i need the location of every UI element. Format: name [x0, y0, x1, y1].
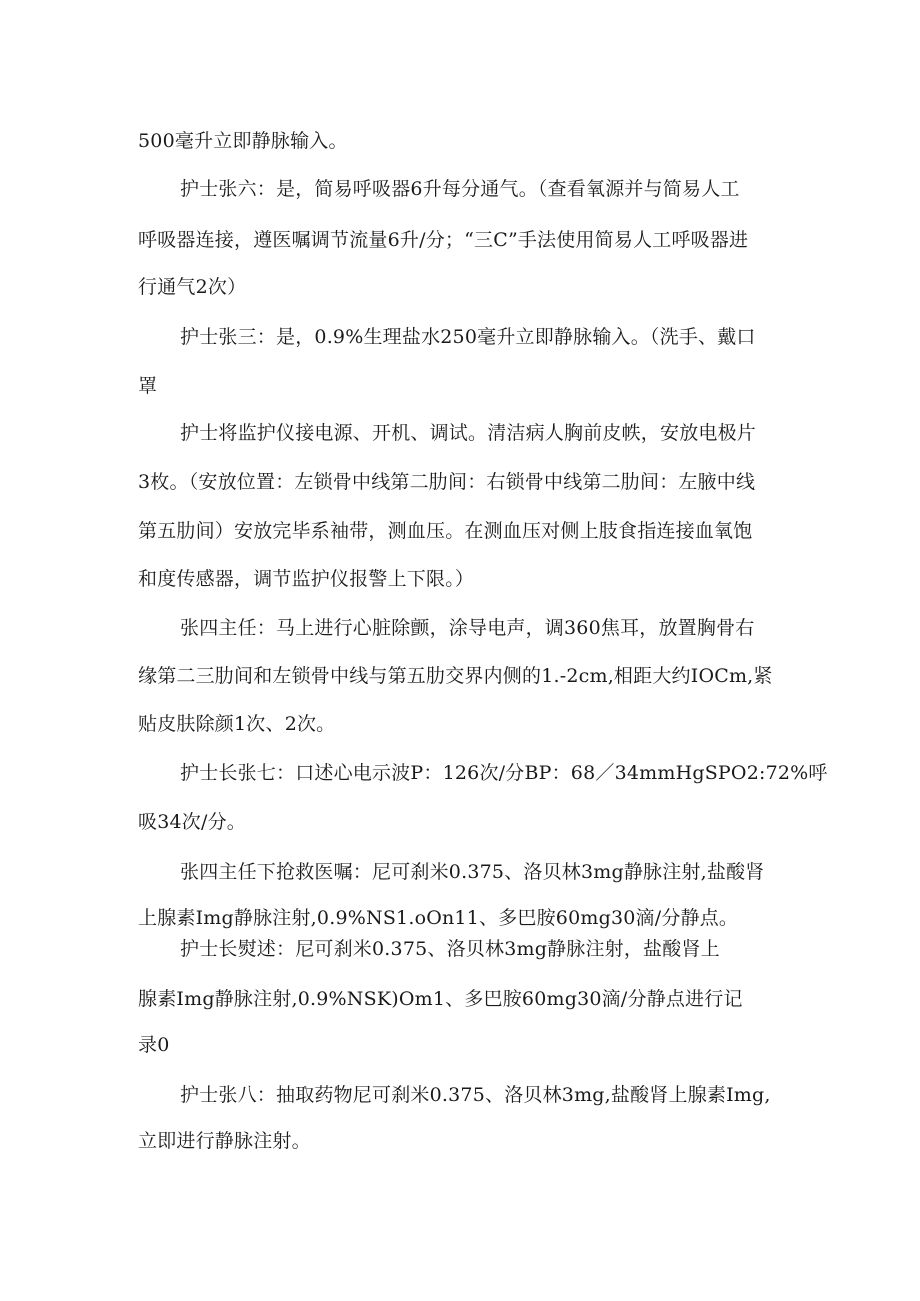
text-line: 缘第二三肋间和左锁骨中线与第五肋交界内侧的1.-2cm,相距大约IOCm,紧 — [138, 665, 773, 687]
text-line: 和度传感器，调节监护仪报警上下限。） — [138, 568, 475, 590]
text-line: 护士将监护仪接电源、开机、调试。清洁病人胸前皮帙，安放电极片 — [180, 422, 757, 444]
text-line: 张四主任：马上进行心脏除颤，涂导电声，调360焦耳，放置胸骨右 — [180, 617, 755, 639]
text-line: 立即进行静脉注射。 — [138, 1130, 311, 1152]
text-line: 贴皮肤除颜1次、2次。 — [138, 713, 336, 735]
text-line: 行通气2次） — [138, 276, 247, 298]
text-line: 腺素Img静脉注射,0.9%NSK)Om1、多巴胺60mg30滴/分静点进行记 — [138, 988, 743, 1010]
text-line: 护士长熨述：尼可刹米0.375、洛贝林3mg静脉注射，盐酸肾上 — [180, 938, 720, 960]
text-line: 上腺素Img静脉注射,0.9%NS1.oOn11、多巴胺60mg30滴/分静点。 — [138, 907, 739, 929]
text-line: 护士长张七：口述心电示波P：126次/分BP：68／34mmHgSPO2:72%呼 — [180, 762, 828, 784]
text-line: 护士张三：是，0.9%生理盐水250毫升立即静脉输入。（洗手、戴口 — [180, 326, 756, 348]
text-line: 护士张八：抽取药物尼可刹米0.375、洛贝林3mg,盐酸肾上腺素Img, — [180, 1084, 771, 1106]
text-line: 呼吸器连接，遵医嘱调节流量6升/分；“三C”手法使用简易人工呼吸器进 — [138, 229, 749, 251]
text-line: 罩 — [138, 375, 158, 397]
text-line: 吸34次/分。 — [138, 811, 246, 833]
text-line: 500毫升立即静脉输入。 — [138, 130, 348, 152]
text-line: 录0 — [138, 1034, 170, 1056]
text-line: 张四主任下抢救医嘱：尼可刹米0.375、洛贝林3mg静脉注射,盐酸肾 — [180, 861, 765, 883]
text-line: 3枚。（安放位置：左锁骨中线第二肋间：右锁骨中线第二肋间：左腋中线 — [138, 471, 756, 493]
text-line: 第五肋间）安放完毕系袖带，测血压。在测血压对侧上肢食指连接血氧饱 — [138, 520, 753, 542]
text-line: 护士张六：是，简易呼吸器6升每分通气。（查看氧源并与简易人工 — [180, 178, 740, 200]
